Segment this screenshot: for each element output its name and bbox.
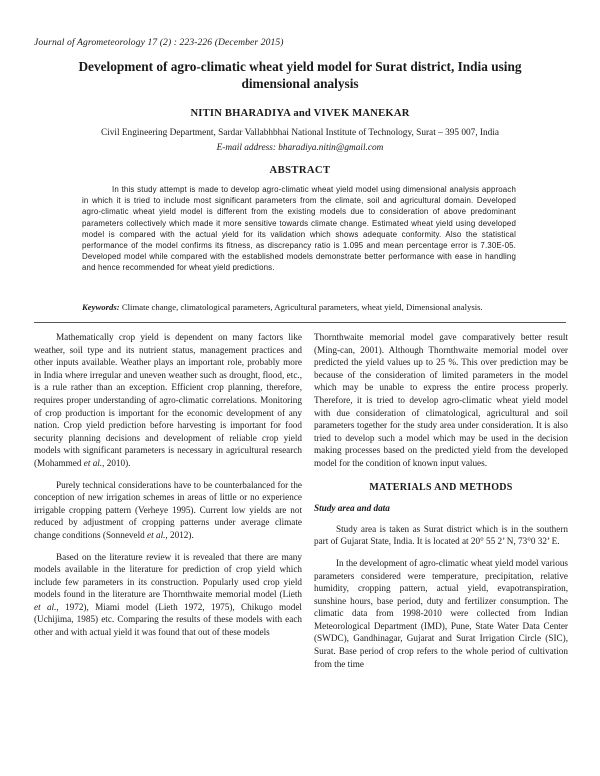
study-area-paragraph: Study area is taken as Surat district which is in the southern part of Gujarat State, India. It is located at 20° 55 2’ N, 73°0 32’ E. [314,523,568,547]
intro-paragraph-1 [34,331,302,470]
journal-header: Journal of Agrometeorology 17 (2) : 223-226 (December 2015) [34,37,284,48]
section-divider [34,322,566,323]
materials-methods-heading: MATERIALS AND METHODS [369,481,513,493]
right-column [314,331,568,679]
authors: NITIN BHARADIYA and VIVEK MANEKAR [190,108,410,119]
keywords-label: Keywords: [82,302,120,312]
study-area-subheading: Study area and data [314,503,390,514]
keywords [82,302,522,312]
intro-paragraph-3 [34,551,302,639]
left-column [34,331,302,648]
intro-p3-end: , 1972), Miami model (Lieth 1972, 1975), Chikugo model (Uchijima, 1985) etc. Comparing the results of these models with each other and with actual yield it was found that out of these models [34,601,302,638]
intro-p3-text: Based on the literature review it is revealed that there are many models available in the literature for prediction of crop yield which include few parameters in its construction. Popularly used crop yield models found in the literature are Thornthwaite memorial model (Lieth [34,551,302,600]
intro-p3-etal: et al. [34,601,57,612]
abstract-text: In this study attempt is made to develop agro-climatic wheat yield model using dimensional analysis approach in which it is tried to include most significant parameters from the climate, soil and agricultural domain. Developed agro-climatic wheat yield model is different from the existing models due to consideration of above predominant parameters collectively which made it more sensitive towards climate change. Estimated wheat yield using developed model is compared with the actual yield for its validation which shows adequate conformity. Also the statistical performance of the model confirms its fitness, as discrepancy ratio is 1.095 and mean percentage error is 7.30E-05. Developed model while compared with the established models demonstrate better performance with ease in handling and hence recommended for wheat yield predictions. [82,185,516,273]
intro-p2-etal: et al. [147,529,166,540]
email-address: E-mail address: bharadiya.nitin@gmail.com [216,143,384,153]
abstract-heading: ABSTRACT [269,165,331,176]
intro-p1-etal: et al. [83,457,103,468]
intro-paragraph-2 [34,479,302,542]
paper-title: Development of agro-climatic wheat yield model for Surat district, India using dimensional analysis [78,59,522,91]
intro-paragraph-4: Thornthwaite memorial model gave comparatively better result (Ming-can, 2001). Although Thornthwaite memorial model over predicted the yield values up to 25 %. This over prediction may be because of the consideration of limited parameters in the model which may be unable to express the entire process properly. Therefore, it is tried to develop agro-climatic wheat yield model with due consideration of climatological, agricultural and soil parameters together for the study area under consideration. It is also tried to develop such a model which may be used in the decision making processes based on the predicted yield from the developed model for the condition of known input values. [314,332,568,468]
intro-p2-text: Purely technical considerations have to be counterbalanced for the conception of new irrigation schemes in areas of little or no experience irrigable cropping pattern (Verheye 1995). Current low yields are not reduced by adjustment of cropping patterns under average climate change conditions (Sonneveld [34,479,302,540]
parameters-paragraph: In the development of agro-climatic wheat yield model various parameters considered were temperature, precipitation, relative humidity, cropping pattern, actual yield, evapotranspiration, sunshine hours, base period, duty and fertilizer consumption. The climatic data from 1998-2010 were collected from Indian Meteorological Department (IMD), Pune, State Water Data Center (SWDC), Gandhinagar, Gujarat and Surat Irrigation Circle (SIC), Surat. Base period of crop refers to the whole period of cultivation from the time [314,557,568,669]
intro-p1-end: , 2010). [102,457,131,468]
keywords-text: Climate change, climatological parameters, Agricultural parameters, wheat yield, Dimensional analysis. [121,302,483,312]
intro-p1-text: Mathematically crop yield is dependent on many factors like weather, soil type and its nutrient status, management practices and other inputs available. Weather plays an important role, probably more in India where irregular and uneven weather such as drought, flood, etc., is a rule rather than an exception. Efficient crop planning, therefore, requires proper understanding of agro-climatic correlations. Monitoring of crop production is important for the economic development of any nation. Crop yield prediction before harvesting is important for food security planning decisions and development of reliable crop yield models with significant parameters is necessary in agricultural research (Mohammed [34,332,302,468]
affiliation: Civil Engineering Department, Sardar Vallabhbhai National Institute of Technology, Surat – 395 007, India [100,128,500,138]
intro-p2-end: , 2012). [165,529,194,540]
